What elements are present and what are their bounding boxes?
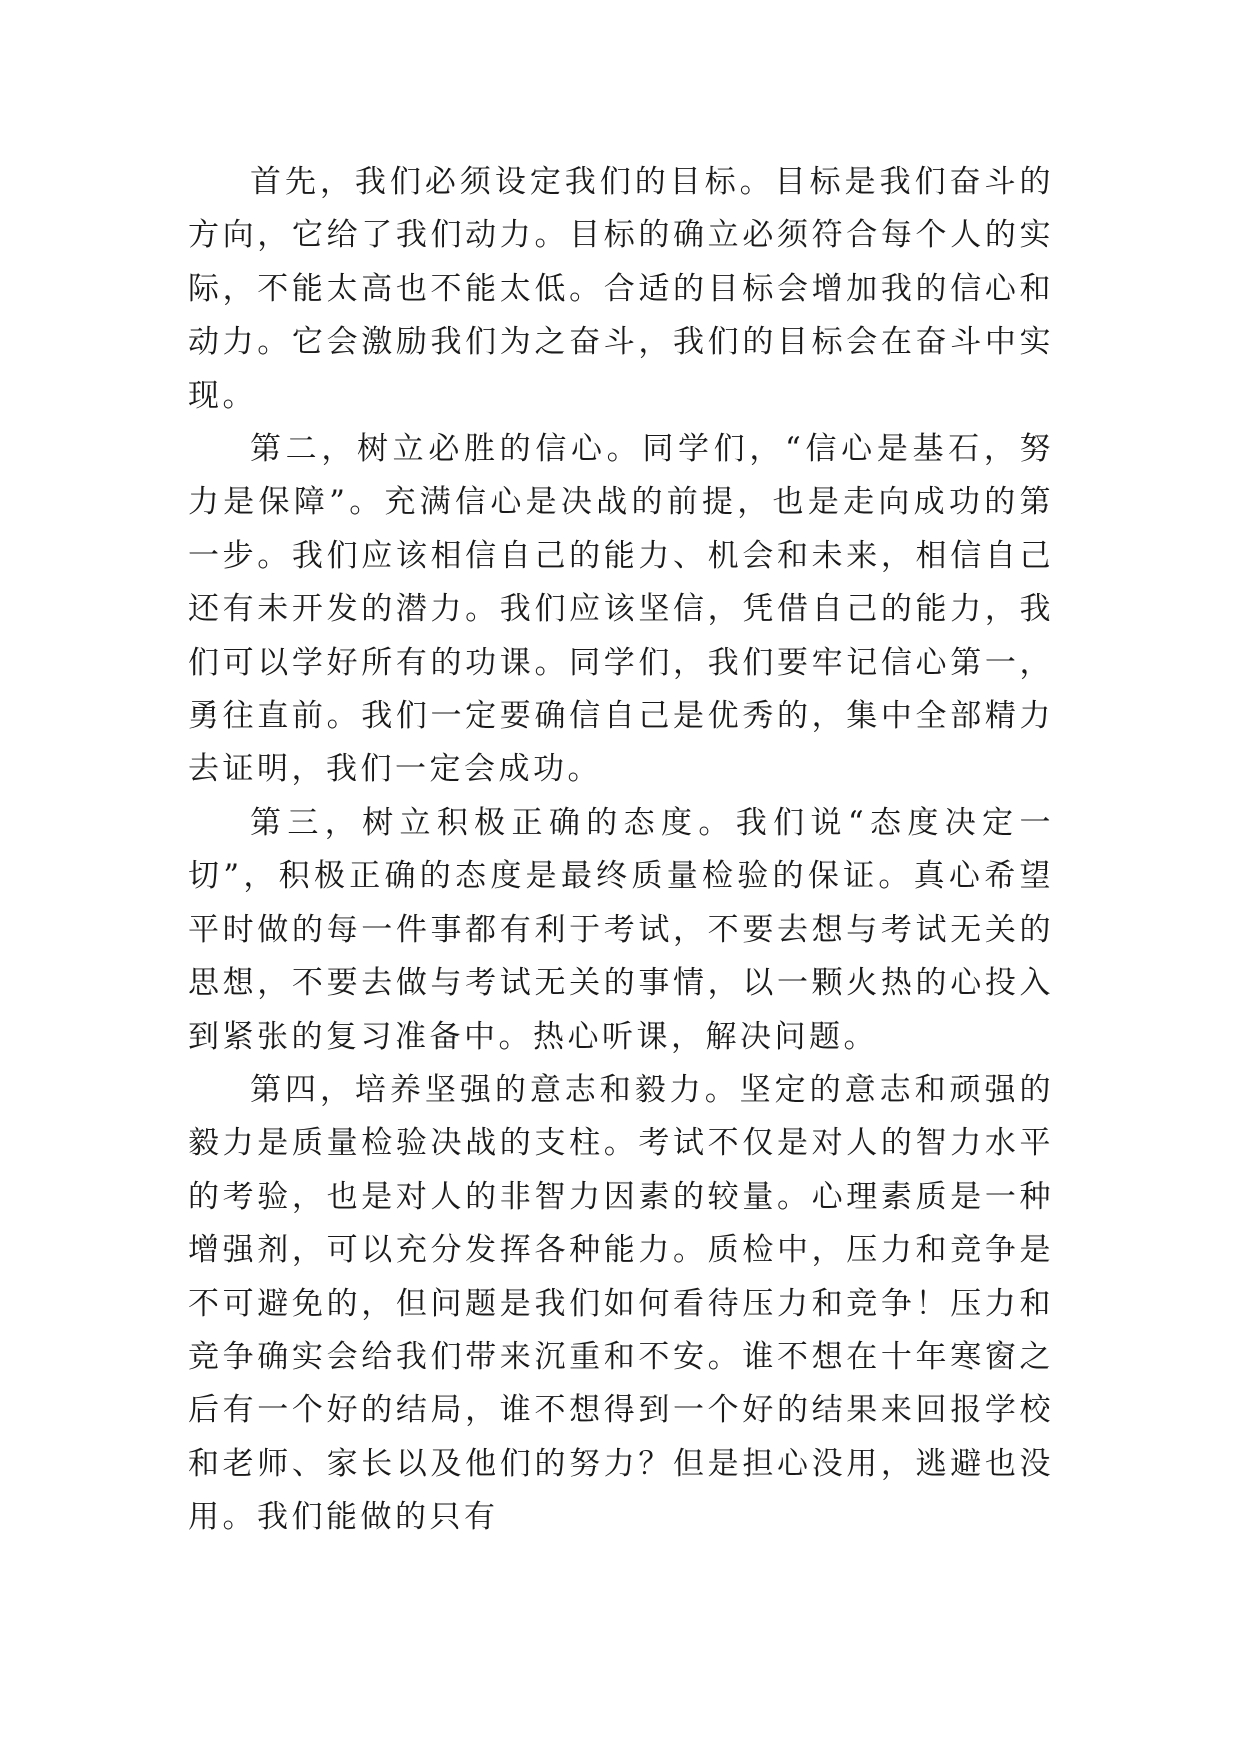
paragraph-willpower: 第四，培养坚强的意志和毅力。坚定的意志和顽强的毅力是质量检验决战的支柱。考试不仅是对人的智力水平的考验，也是对人的非智力因素的较量。心理素质是一种增强剂，可以充分发挥各种能力。质检中，压力和竞争是不可避免的，但问题是我们如何看待压力和竞争！压力和竞争确实会给我们带来沉重和不安。谁不想在十年寒窗之后有一个好的结局，谁不想得到一个好的结果来回报学校和老师、家长以及他们的努力？但是担心没用，逃避也没用。我们能做的只有 xyxy=(188,1071,1054,1536)
paragraph-confidence: 第二，树立必胜的信心。同学们，“信心是基石，努力是保障”。充满信心是决战的前提，也是走向成功的第一步。我们应该相信自己的能力、机会和未来，相信自己还有未开发的潜力。我们应该坚信，凭借自己的能力，我们可以学好所有的功课。同学们，我们要牢记信心第一，勇往直前。我们一定要确信自己是优秀的，集中全部精力去证明，我们一定会成功。 xyxy=(188,431,1054,788)
paragraph-goal: 首先，我们必须设定我们的目标。目标是我们奋斗的方向，它给了我们动力。目标的确立必须符合每个人的实际，不能太高也不能太低。合适的目标会增加我的信心和动力。它会激励我们为之奋斗，我们的目标会在奋斗中实现。 xyxy=(188,164,1054,414)
document-body xyxy=(188,156,1054,1545)
paragraph-attitude: 第三，树立积极正确的态度。我们说“态度决定一切”，积极正确的态度是最终质量检验的保证。真心希望平时做的每一件事都有利于考试，不要去想与考试无关的思想，不要去做与考试无关的事情，以一颗火热的心投入到紧张的复习准备中。热心听课，解决问题。 xyxy=(188,804,1054,1055)
